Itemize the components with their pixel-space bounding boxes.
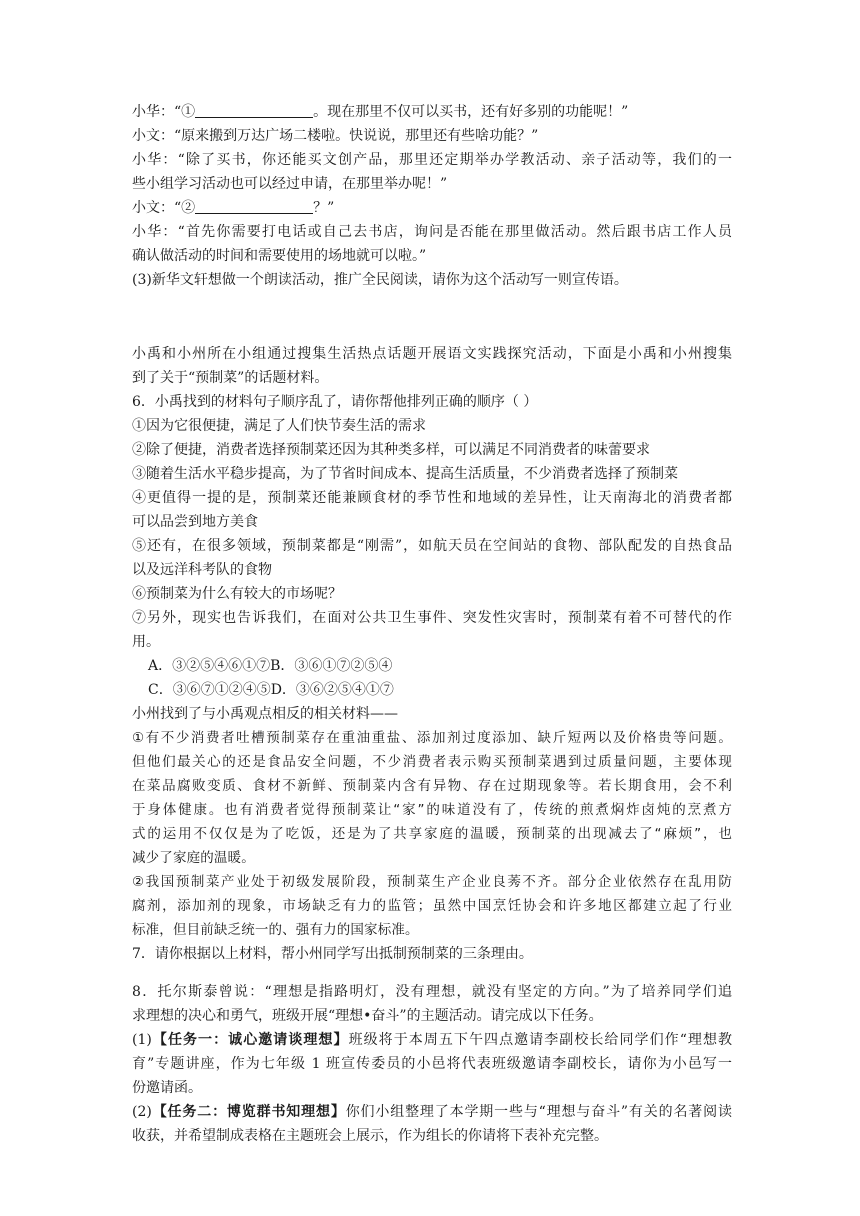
sentence-4: ④更值得一提的是，预制菜还能兼顾食材的季节性和地域的差异性，让天南海北的消费者都 (132, 490, 732, 506)
question-7: 7．请你根据以上材料，帮小州同学写出抵制预制菜的三条理由。 (132, 946, 533, 962)
dialogue-line: 确认做活动的时间和需要使用的场地就可以啦。” (132, 248, 427, 264)
dialogue-line: 些小组学习活动也可以经过申请，在那里举办呢！” (132, 176, 448, 192)
question-8-line: 求理想的决心和勇气，班级开展“理想•奋斗”的主题活动。请完成以下任务。 (132, 1008, 603, 1024)
material-1-line: 式的运用不仅仅是为了吃饭，还是为了共享家庭的温暖，预制菜的出现减去了“麻烦”，也 (132, 826, 732, 842)
material-lead: 小州找到了与小禹观点相反的相关材料—— (132, 706, 398, 722)
dialogue-line (132, 100, 732, 124)
task-2-title: 【任务二：博览群书知理想】 (151, 1104, 346, 1120)
dialogue-text: 小华：“① (132, 104, 196, 120)
material-1-line: 但他们最关心的还是食品安全问题，不少消费者表示购买预制菜遇到过质量问题，主要体现 (132, 754, 732, 770)
material-2-line: ②我国预制菜产业处于初级发展阶段，预制菜生产企业良莠不齐。部分企业依然存在乱用防 (132, 874, 732, 890)
task-2-line: (2)【任务二：博览群书知理想】你们小组整理了本学期一些与“理想与奋斗”有关的名著阅读 (132, 1104, 732, 1120)
task-2-line: 收获，并希望制成表格在主题班会上展示，作为组长的你请将下表补充完整。 (132, 1128, 608, 1144)
options-c-d: C．③⑥⑦①②④⑤D．③⑥②⑤④①⑦ (148, 682, 394, 698)
dialogue-line: 小华：“首先你需要打电话或自己去书店，询问是否能在那里做活动。然后跟书店工作人员 (132, 224, 732, 240)
options-a-b: A．③②⑤④⑥①⑦B．③⑥①⑦②⑤④ (148, 658, 393, 674)
sentence-7-cont: 用。 (132, 634, 160, 650)
sentence-6: ⑥预制菜为什么有较大的市场呢？ (132, 586, 342, 602)
material-1-line: ①有不少消费者吐槽预制菜存在重油重盐、添加剂过度添加、缺斤短两以及价格贵等问题。 (132, 730, 732, 746)
task-1-title: 【任务一：诚心邀请谈理想】 (151, 1032, 349, 1048)
material-1-line: 在菜品腐败变质、食材不新鲜、预制菜内含有异物、存在过期现象等。若长期食用，会不利 (132, 778, 732, 794)
task-1-line: (1)【任务一：诚心邀请谈理想】班级将于本周五下午四点邀请李副校长给同学们作“理想教 (132, 1032, 732, 1048)
document-body (132, 100, 732, 1148)
sentence-4-cont: 可以品尝到地方美食 (132, 514, 258, 530)
material-1-line: 于身体健康。也有消费者觉得预制菜让“家”的味道没有了，传统的煎煮焖炸卤炖的烹煮方 (132, 802, 732, 818)
question-8-line: 8．托尔斯泰曾说：“理想是指路明灯，没有理想，就没有坚定的方向。”为了培养同学们追 (132, 984, 732, 1000)
dialogue-text: 。现在那里不仅可以买书，还有好多别的功能呢！” (313, 104, 629, 120)
dialogue-text: 小文：“② (132, 200, 196, 216)
dialogue-line: 小华：“除了买书，你还能买文创产品，那里还定期举办学教活动、亲子活动等，我们的一 (132, 152, 732, 168)
sentence-7: ⑦另外，现实也告诉我们，在面对公共卫生事件、突发性灾害时，预制菜有着不可替代的作 (132, 610, 732, 626)
material-1-line: 减少了家庭的温暖。 (132, 850, 255, 866)
material-2-line: 腐剂，添加剂的现象，市场缺乏有力的监管；虽然中国烹饪协会和许多地区都建立起了行业 (132, 898, 732, 914)
sentence-2: ②除了便捷，消费者选择预制菜还因为其种类多样，可以满足不同消费者的味蕾要求 (132, 442, 650, 458)
dialogue-line: 小文：“原来搬到万达广场二楼啦。快说说，那里还有些啥功能？” (132, 128, 539, 144)
dialogue-text: ？” (313, 200, 335, 216)
sentence-5: ⑤还有，在很多领域，预制菜都是“刚需”，如航天员在空间站的食物、部队配发的自热食品 (132, 538, 732, 554)
intro-line: 小禹和小州所在小组通过搜集生活热点话题开展语文实践探究活动，下面是小禹和小州搜集 (132, 346, 732, 362)
task-1-line: 育”专题讲座，作为七年级 1 班宣传委员的小邑将代表班级邀请李副校长，请你为小邑写一 (132, 1056, 732, 1072)
material-2-line: 标准，但目前缺乏统一的、强有力的国家标准。 (132, 922, 419, 938)
sentence-1: ①因为它很便捷，满足了人们快节奏生活的需求 (132, 418, 426, 434)
answer-blank-1 (195, 102, 313, 118)
sentence-5-cont: 以及远洋科考队的食物 (132, 562, 272, 578)
task-1-line: 份邀请函。 (132, 1080, 202, 1096)
dialogue-line (132, 196, 732, 220)
intro-line: 到了关于“预制菜”的话题材料。 (132, 370, 329, 386)
answer-blank-2 (195, 198, 313, 214)
sentence-3: ③随着生活水平稳步提高，为了节省时间成本、提高生活质量，不少消费者选择了预制菜 (132, 466, 678, 482)
question-3: (3)新华文轩想做一个朗读活动，推广全民阅读，请你为这个活动写一则宣传语。 (132, 272, 628, 288)
question-6-stem: 6．小禹找到的材料句子顺序乱了，请你帮他排列正确的顺序（ ） (132, 394, 538, 410)
